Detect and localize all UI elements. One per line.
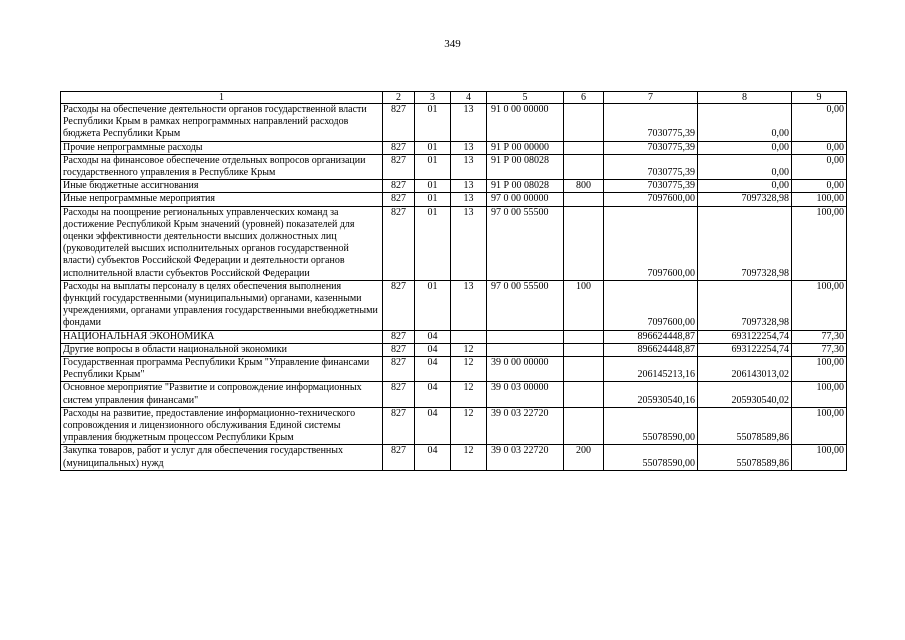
page-number: 349 [444, 38, 461, 50]
column-header: 3 [415, 92, 451, 104]
row-cell-c4: 13 [451, 193, 487, 206]
row-cell-c5: 39 0 03 22720 [487, 407, 564, 445]
row-name-cell: Расходы на поощрение региональных управленческих команд за достижение Республикой Крым значений (уровней) показателей для оценки эффективности деятельности высших должностных лиц (руководителей высших исполнительных органов государственной власти) субъектов Российской Федерации и деятельности органов исполнительной власти субъектов Российской Федерации [61, 206, 383, 280]
row-cell-c4: 13 [451, 206, 487, 280]
row-cell-c4: 13 [451, 141, 487, 154]
row-cell-c7: 896624448,87 [604, 343, 698, 356]
row-name-cell: НАЦИОНАЛЬНАЯ ЭКОНОМИКА [61, 330, 383, 343]
table-row [61, 280, 847, 330]
row-cell-c3: 04 [415, 357, 451, 382]
table-row [61, 141, 847, 154]
row-cell-c5 [487, 330, 564, 343]
row-cell-c9: 100,00 [792, 206, 847, 280]
row-cell-c6 [564, 382, 604, 407]
row-cell-c4: 12 [451, 343, 487, 356]
row-cell-c2: 827 [383, 154, 415, 179]
table-row [61, 343, 847, 356]
row-cell-c3: 01 [415, 180, 451, 193]
row-cell-c7: 7097600,00 [604, 206, 698, 280]
row-cell-c7: 55078590,00 [604, 445, 698, 470]
row-cell-c7: 896624448,87 [604, 330, 698, 343]
row-cell-c8: 205930540,02 [698, 382, 792, 407]
row-cell-c3: 04 [415, 445, 451, 470]
row-cell-c8: 693122254,74 [698, 330, 792, 343]
row-cell-c6 [564, 206, 604, 280]
table-row [61, 407, 847, 445]
row-cell-c9: 100,00 [792, 193, 847, 206]
row-cell-c5: 97 0 00 00000 [487, 193, 564, 206]
row-name-cell: Расходы на выплаты персоналу в целях обеспечения выполнения функций государственными (муниципальными) органами, казенными учреждениями, органами управления государственными внебюджетными фондами [61, 280, 383, 330]
row-cell-c9: 0,00 [792, 180, 847, 193]
table-row [61, 104, 847, 142]
row-cell-c2: 827 [383, 193, 415, 206]
row-cell-c4: 13 [451, 180, 487, 193]
column-header: 4 [451, 92, 487, 104]
row-cell-c4 [451, 330, 487, 343]
row-cell-c9: 77,30 [792, 343, 847, 356]
row-cell-c3: 04 [415, 407, 451, 445]
row-cell-c5: 39 0 03 22720 [487, 445, 564, 470]
row-name-cell: Расходы на развитие, предоставление информационно-технического сопровождения и лицензионного обслуживания Единой системы управления бюджетным процессом Республики Крым [61, 407, 383, 445]
column-header: 1 [61, 92, 383, 104]
row-cell-c8: 7097328,98 [698, 193, 792, 206]
row-cell-c7: 7097600,00 [604, 280, 698, 330]
row-cell-c6: 800 [564, 180, 604, 193]
row-cell-c3: 04 [415, 330, 451, 343]
row-cell-c5: 39 0 03 00000 [487, 382, 564, 407]
header-row [61, 92, 847, 104]
row-cell-c4: 12 [451, 357, 487, 382]
row-cell-c9: 100,00 [792, 407, 847, 445]
table-row [61, 154, 847, 179]
row-cell-c4: 12 [451, 382, 487, 407]
row-cell-c7: 7030775,39 [604, 104, 698, 142]
row-cell-c2: 827 [383, 206, 415, 280]
row-cell-c3: 01 [415, 104, 451, 142]
column-header: 6 [564, 92, 604, 104]
row-cell-c6 [564, 104, 604, 142]
row-cell-c2: 827 [383, 343, 415, 356]
column-header: 8 [698, 92, 792, 104]
row-cell-c2: 827 [383, 141, 415, 154]
column-header: 2 [383, 92, 415, 104]
row-cell-c9: 100,00 [792, 357, 847, 382]
row-cell-c2: 827 [383, 330, 415, 343]
row-cell-c4: 13 [451, 280, 487, 330]
row-cell-c3: 01 [415, 280, 451, 330]
row-cell-c6 [564, 357, 604, 382]
row-cell-c5 [487, 343, 564, 356]
row-name-cell: Основное мероприятие "Развитие и сопровождение информационных систем управления финансами" [61, 382, 383, 407]
row-name-cell: Прочие непрограммные расходы [61, 141, 383, 154]
row-cell-c7: 7097600,00 [604, 193, 698, 206]
table-row [61, 445, 847, 470]
row-cell-c6 [564, 330, 604, 343]
row-cell-c6 [564, 407, 604, 445]
table-body [61, 104, 847, 471]
row-cell-c9: 100,00 [792, 280, 847, 330]
row-cell-c7: 7030775,39 [604, 154, 698, 179]
row-cell-c8: 0,00 [698, 104, 792, 142]
table-row [61, 193, 847, 206]
row-cell-c2: 827 [383, 357, 415, 382]
row-cell-c4: 12 [451, 407, 487, 445]
table-row [61, 382, 847, 407]
table-row [61, 357, 847, 382]
row-cell-c6 [564, 193, 604, 206]
row-cell-c8: 55078589,86 [698, 407, 792, 445]
row-cell-c9: 0,00 [792, 104, 847, 142]
row-cell-c9: 0,00 [792, 154, 847, 179]
row-cell-c3: 04 [415, 382, 451, 407]
row-cell-c5: 97 0 00 55500 [487, 280, 564, 330]
row-cell-c2: 827 [383, 445, 415, 470]
row-cell-c7: 205930540,16 [604, 382, 698, 407]
row-cell-c8: 55078589,86 [698, 445, 792, 470]
row-name-cell: Расходы на финансовое обеспечение отдельных вопросов организации государственного управления в Республике Крым [61, 154, 383, 179]
row-cell-c3: 01 [415, 193, 451, 206]
row-cell-c2: 827 [383, 180, 415, 193]
row-cell-c7: 206145213,16 [604, 357, 698, 382]
row-cell-c5: 97 0 00 55500 [487, 206, 564, 280]
row-cell-c8: 0,00 [698, 141, 792, 154]
row-cell-c8: 206143013,02 [698, 357, 792, 382]
row-cell-c8: 0,00 [698, 180, 792, 193]
row-cell-c5: 91 0 00 00000 [487, 104, 564, 142]
table-row [61, 330, 847, 343]
row-cell-c9: 77,30 [792, 330, 847, 343]
row-cell-c3: 01 [415, 154, 451, 179]
row-cell-c4: 13 [451, 104, 487, 142]
row-name-cell: Расходы на обеспечение деятельности органов государственной власти Республики Крым в рамках непрограммных направлений расходов бюджета Республики Крым [61, 104, 383, 142]
row-cell-c6 [564, 154, 604, 179]
row-cell-c2: 827 [383, 280, 415, 330]
row-cell-c6 [564, 141, 604, 154]
row-cell-c4: 12 [451, 445, 487, 470]
row-cell-c8: 693122254,74 [698, 343, 792, 356]
row-name-cell: Государственная программа Республики Крым "Управление финансами Республики Крым" [61, 357, 383, 382]
row-cell-c4: 13 [451, 154, 487, 179]
column-header: 9 [792, 92, 847, 104]
row-cell-c2: 827 [383, 382, 415, 407]
budget-table [60, 91, 847, 471]
table-row [61, 206, 847, 280]
row-cell-c6: 200 [564, 445, 604, 470]
row-cell-c6: 100 [564, 280, 604, 330]
row-cell-c3: 01 [415, 206, 451, 280]
row-cell-c3: 01 [415, 141, 451, 154]
row-cell-c5: 91 Р 00 08028 [487, 154, 564, 179]
row-name-cell: Другие вопросы в области национальной экономики [61, 343, 383, 356]
row-cell-c8: 7097328,98 [698, 280, 792, 330]
row-cell-c3: 04 [415, 343, 451, 356]
row-cell-c9: 0,00 [792, 141, 847, 154]
row-cell-c9: 100,00 [792, 445, 847, 470]
row-name-cell: Иные бюджетные ассигнования [61, 180, 383, 193]
row-cell-c6 [564, 343, 604, 356]
row-cell-c2: 827 [383, 407, 415, 445]
row-cell-c8: 0,00 [698, 154, 792, 179]
row-cell-c7: 55078590,00 [604, 407, 698, 445]
row-name-cell: Иные непрограммные мероприятия [61, 193, 383, 206]
row-cell-c8: 7097328,98 [698, 206, 792, 280]
row-cell-c5: 91 Р 00 00000 [487, 141, 564, 154]
row-cell-c7: 7030775,39 [604, 141, 698, 154]
row-cell-c5: 39 0 00 00000 [487, 357, 564, 382]
row-cell-c7: 7030775,39 [604, 180, 698, 193]
row-cell-c5: 91 Р 00 08028 [487, 180, 564, 193]
row-cell-c9: 100,00 [792, 382, 847, 407]
column-header: 7 [604, 92, 698, 104]
row-name-cell: Закупка товаров, работ и услуг для обеспечения государственных (муниципальных) нужд [61, 445, 383, 470]
table-row [61, 180, 847, 193]
column-header: 5 [487, 92, 564, 104]
row-cell-c2: 827 [383, 104, 415, 142]
